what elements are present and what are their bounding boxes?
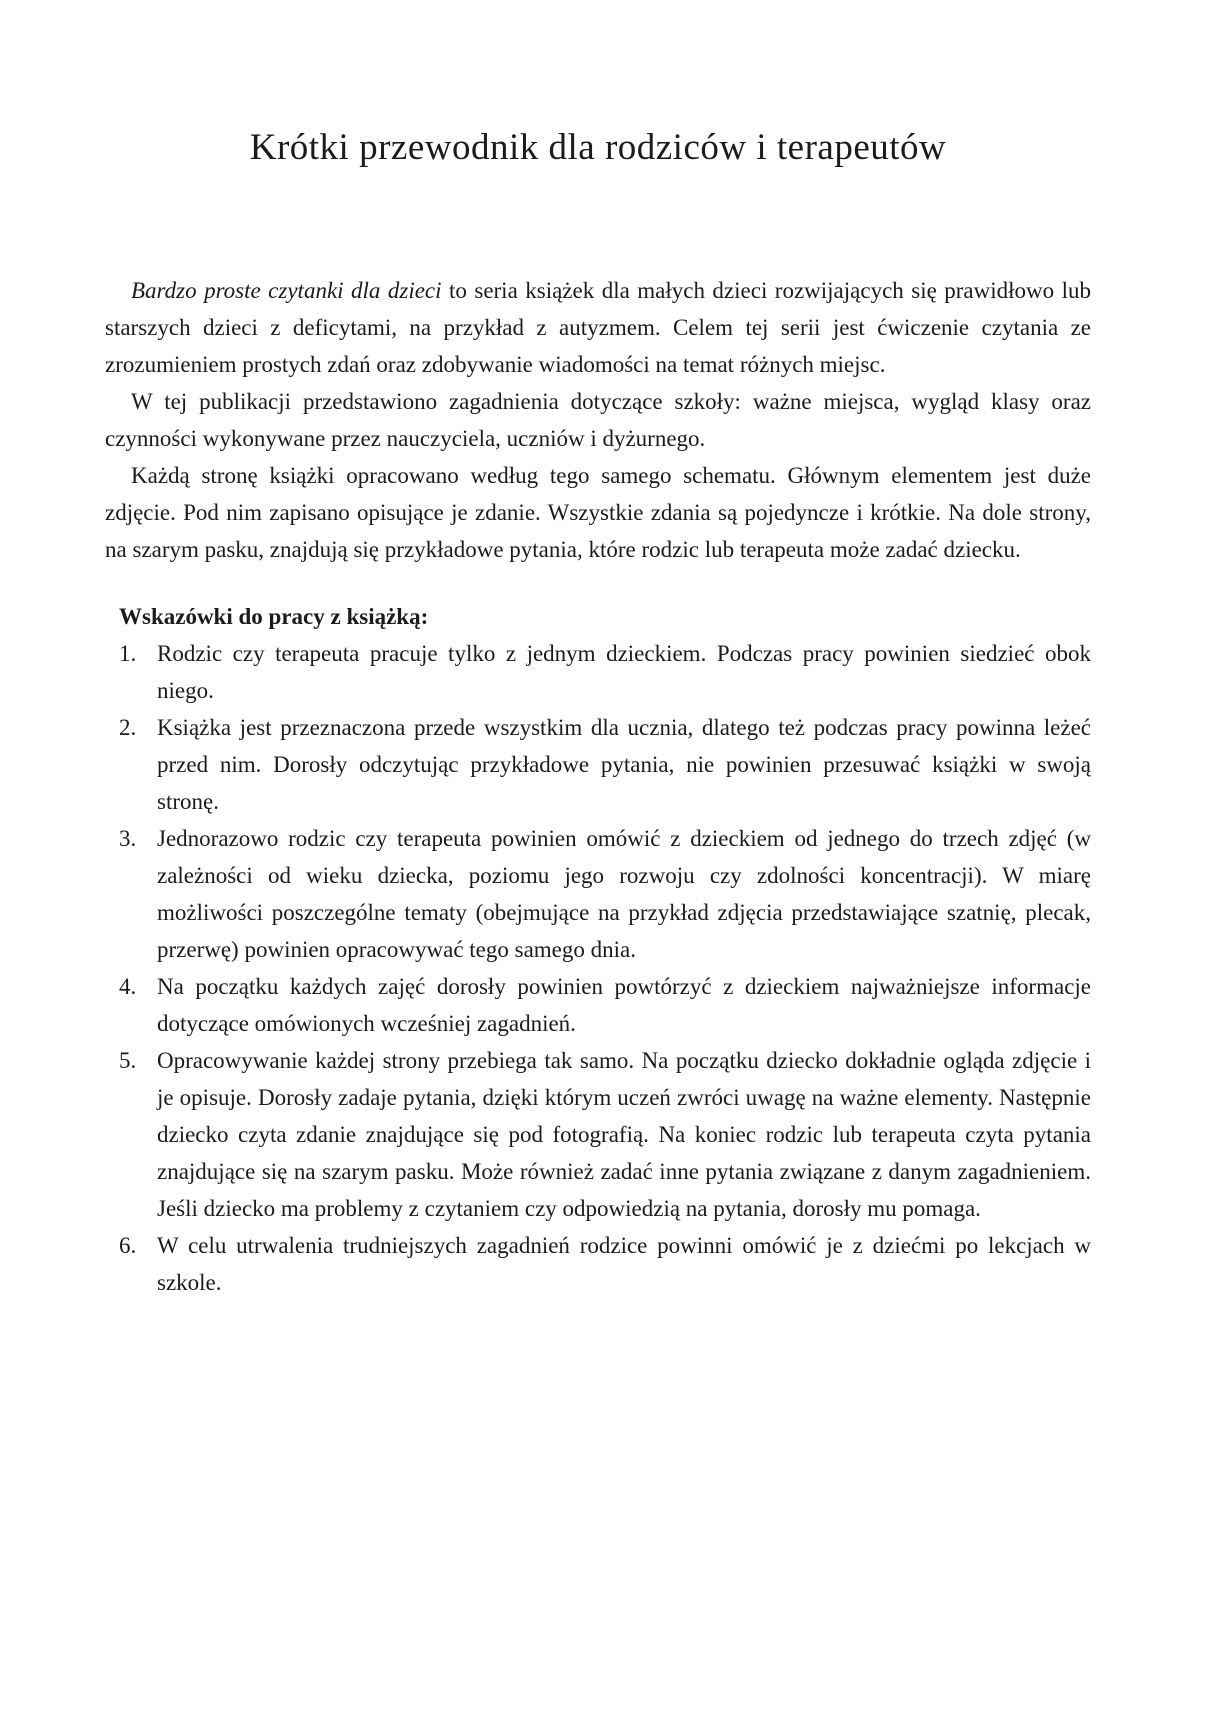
body-text <box>105 272 1091 1301</box>
guideline-text: Rodzic czy terapeuta pracuje tylko z jednym dzieckiem. Podczas pracy powinien siedzieć obok niego. <box>157 641 1091 704</box>
guideline-number: 2. <box>119 715 137 741</box>
guideline-item-6 <box>119 1227 1091 1301</box>
guideline-number: 5. <box>119 1048 137 1074</box>
guideline-text: Jednorazowo rodzic czy terapeuta powinien omówić z dzieckiem od jednego do trzech zdjęć (w zależności od wieku dziecka, poziomu jego rozwoju czy zdolności koncentracji). W miarę możliwości poszczególne tematy (obejmujące na przykład zdjęcia przedstawiające szatnię, plecak, przerwę) powinien opracowywać tego samego dnia. <box>157 826 1091 963</box>
guideline-text: Książka jest przeznaczona przede wszystkim dla ucznia, dlatego też podczas pracy powinna leżeć przed nim. Dorosły odczytując przykładowe pytania, nie powinien przesuwać książki w swoją stronę. <box>157 715 1091 815</box>
guideline-item-2 <box>119 709 1091 820</box>
page-title: Krótki przewodnik dla rodziców i terapeutów <box>249 127 947 168</box>
guidelines-heading: Wskazówki do pracy z książką: <box>119 604 429 630</box>
guideline-number: 6. <box>119 1233 137 1259</box>
intro-paragraph-2: W tej publikacji przedstawiono zagadnienia dotyczące szkoły: ważne miejsca, wygląd klasy oraz czynności wykonywane przez nauczyciela, uczniów i dyżurnego. <box>105 389 1091 452</box>
intro-paragraph-3: Każdą stronę książki opracowano według tego samego schematu. Głównym elementem jest duże zdjęcie. Pod nim zapisano opisujące je zdanie. Wszystkie zdania są pojedyncze i krótkie. Na dole strony, na szarym pasku, znajdują się przykładowe pytania, które rodzic lub terapeuta może zadać dziecku. <box>105 463 1091 563</box>
guideline-item-1 <box>119 635 1091 709</box>
intro-paragraph-1 <box>105 272 1091 383</box>
guideline-text: Opracowywanie każdej strony przebiega tak samo. Na początku dziecko dokładnie ogląda zdjęcie i je opisuje. Dorosły zadaje pytania, dzięki którym uczeń zwróci uwagę na ważne elementy. Następnie dziecko czyta zdanie znajdujące się pod fotografią. Na koniec rodzic lub terapeuta czyta pytania znajdujące się na szarym pasku. Może również zadać inne pytania związane z danym zagadnieniem. Jeśli dziecko ma problemy z czytaniem czy odpowiedzią na pytania, dorosły mu pomaga. <box>157 1048 1091 1222</box>
guideline-item-4 <box>119 968 1091 1042</box>
intro-paragraph-1-text: to seria książek dla małych dzieci rozwijających się prawidłowo lub starszych dzieci z deficytami, na przykład z autyzmem. Celem tej serii jest ćwiczenie czytania ze zrozumieniem prostych zdań oraz zdobywanie wiadomości na temat różnych miejsc. <box>105 278 1092 378</box>
guidelines-list <box>105 635 1091 1301</box>
guideline-item-3 <box>119 820 1091 968</box>
guideline-number: 4. <box>119 974 137 1000</box>
series-title-italic: Bardzo proste czytanki dla dzieci <box>131 278 442 304</box>
guideline-number: 3. <box>119 826 137 852</box>
guideline-number: 1. <box>119 641 137 667</box>
guideline-item-5 <box>119 1042 1091 1227</box>
guideline-text: Na początku każdych zajęć dorosły powinien powtórzyć z dzieckiem najważniejsze informacje dotyczące omówionych wcześniej zagadnień. <box>157 974 1091 1037</box>
guideline-text: W celu utrwalenia trudniejszych zagadnień rodzice powinni omówić je z dziećmi po lekcjach w szkole. <box>157 1233 1091 1296</box>
